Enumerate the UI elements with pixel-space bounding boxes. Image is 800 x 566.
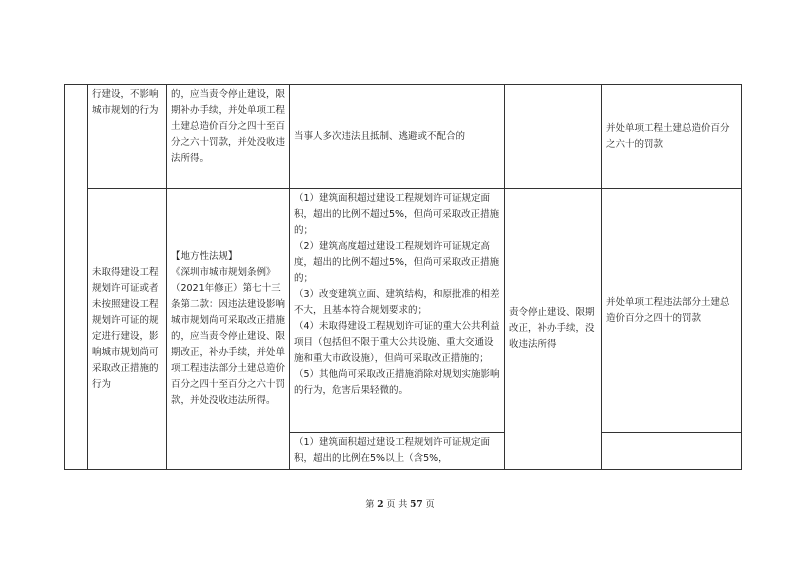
penalty-cell bbox=[602, 433, 742, 470]
page-number: 2 bbox=[377, 500, 384, 510]
basis-text: 《深圳市城市规划条例》（2021年修正）第七十三条第二款：因违法建设影响城市规划尚可采取改正措施的，应当责令停止建设、限期改正，补办手续，并处单项工程违法部分土建总造价百分之四十至百分之六十罚款，并处没收违法所得。 bbox=[171, 267, 286, 406]
circumstance-cell: （1）建筑面积超过建设工程规划许可证规定面积，超出的比例在5%以上（含5%， bbox=[290, 433, 505, 470]
basis-cell bbox=[167, 189, 290, 470]
circumstance-item: （2）建筑高度超过建设工程规划许可证规定高度，超出的比例不超过5%，但尚可采取改正措施的； bbox=[294, 241, 500, 284]
behavior-cell: 未取得建设工程规划许可证或者未按照建设工程规划许可证的规定进行建设，影响城市规划尚可采取改正措施的行为 bbox=[88, 189, 167, 470]
regulation-table bbox=[64, 84, 742, 470]
total-pages: 57 bbox=[410, 500, 423, 510]
footer-prefix: 第 bbox=[365, 500, 375, 510]
index-cell bbox=[65, 85, 88, 470]
penalty-cell: 并处单项工程违法部分土建总造价百分之四十的罚款 bbox=[602, 189, 742, 433]
measure-cell bbox=[505, 85, 602, 189]
behavior-cell: 行建设，不影响城市规划的行为 bbox=[88, 85, 167, 189]
page-footer bbox=[0, 497, 800, 510]
measure-cell: 责令停止建设、限期改正，补办手续，没收违法所得 bbox=[505, 189, 602, 470]
circumstance-item: （3）改变建筑立面、建筑结构，和原批准的相差不大，且基本符合规划要求的； bbox=[294, 289, 500, 316]
table-row bbox=[65, 189, 742, 433]
footer-mid: 页 共 bbox=[386, 500, 408, 510]
circumstance-cell: 当事人多次违法且抵制、逃避或不配合的 bbox=[290, 85, 505, 189]
circumstance-item: （5）其他尚可采取改正措施消除对规划实施影响的行为，危害后果轻微的。 bbox=[294, 369, 500, 396]
circumstance-cell bbox=[290, 189, 505, 433]
circumstance-item: （1）建筑面积超过建设工程规划许可证规定面积，超出的比例不超过5%，但尚可采取改正措施的； bbox=[294, 193, 500, 236]
basis-title: 【地方性法规】 bbox=[171, 251, 238, 262]
footer-suffix: 页 bbox=[425, 500, 435, 510]
basis-cell: 的，应当责令停止建设，限期补办手续，并处单项工程土建总造价百分之四十至百分之六十罚款，并处没收违法所得。 bbox=[167, 85, 290, 189]
table-row bbox=[65, 85, 742, 189]
circumstance-item: （4）未取得建设工程规划许可证的重大公共利益项目（包括但不限于重大公共设施、重大交通设施和重大市政设施），但尚可采取改正措施的； bbox=[294, 321, 500, 364]
penalty-cell: 并处单项工程土建总造价百分之六十的罚款 bbox=[602, 85, 742, 189]
